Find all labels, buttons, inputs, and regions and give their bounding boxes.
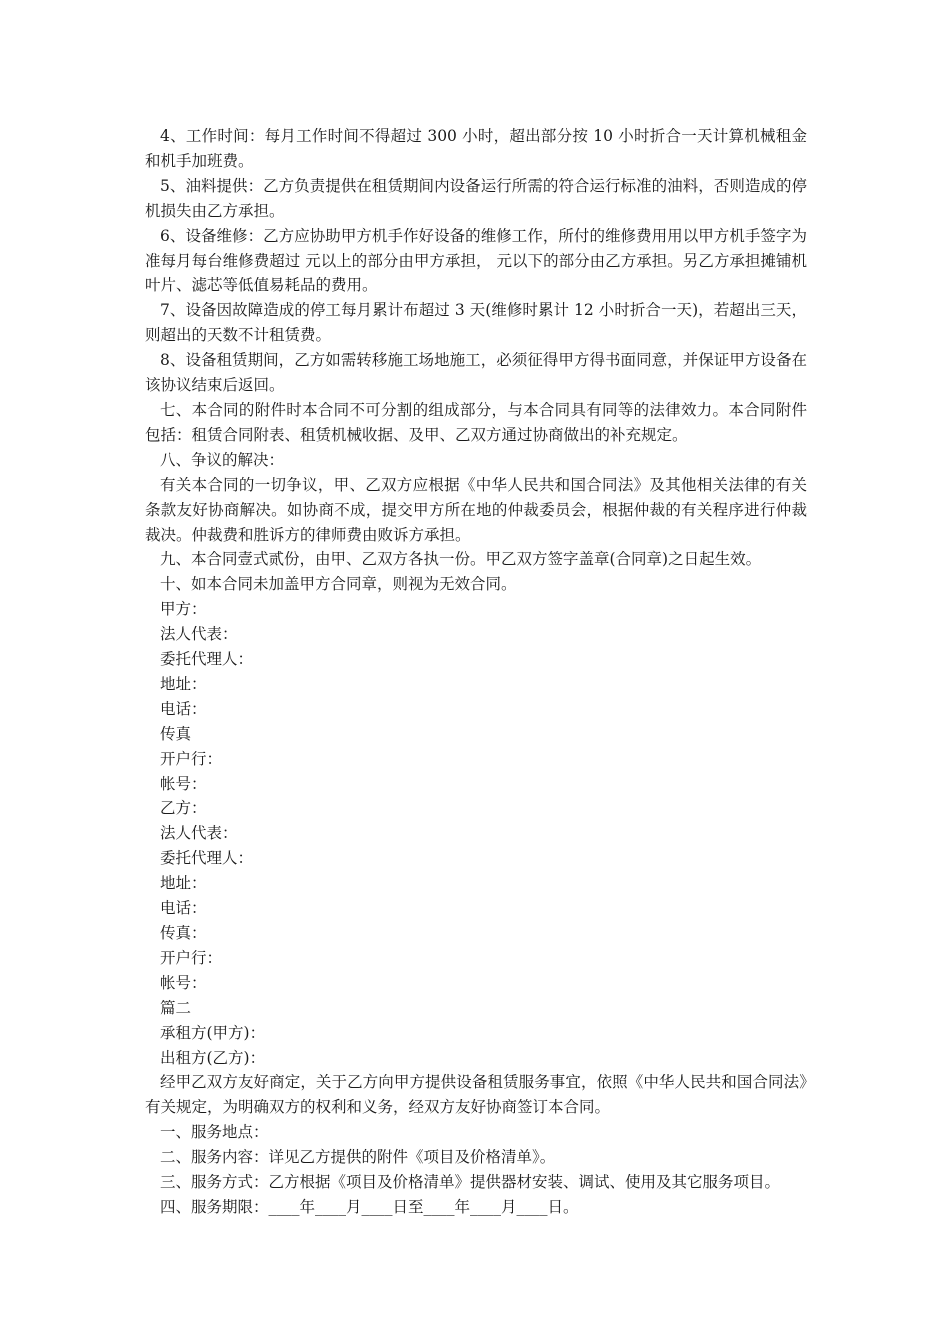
paragraph-clause-6-maintenance: 6、设备维修：乙方应协助甲方机手作好设备的维修工作，所付的维修费用用以甲方机手签字为准每月每台维修费超过 元以上的部分由甲方承担， 元以下的部分由乙方承担。另乙方承担摊铺机叶片、滤芯等低值易耗品的费用。 — [145, 226, 807, 295]
party-a-address: 地址： — [160, 674, 207, 693]
paragraph-section-9-copies: 九、本合同壹式贰份，由甲、乙双方各执一份。甲乙双方签字盖章(合同章)之日起生效。 — [160, 550, 762, 569]
party-a-legal-representative: 法人代表： — [160, 625, 238, 644]
paragraph-service-location: 一、服务地点： — [160, 1123, 269, 1142]
paragraph-service-term: 四、服务期限：____年____月____日至____年____月____日。 — [160, 1197, 579, 1216]
paragraph-section-8-heading: 八、争议的解决： — [160, 450, 285, 469]
lessee-label: 承租方(甲方)： — [160, 1023, 266, 1042]
party-a-account: 帐号： — [160, 774, 207, 793]
party-a-label: 甲方： — [160, 600, 207, 619]
paragraph-service-content: 二、服务内容：详见乙方提供的附件《项目及价格清单》。 — [160, 1148, 556, 1167]
paragraph-clause-5-fuel-supply: 5、油料提供：乙方负责提供在租赁期间内设备运行所需的符合运行标准的油料，否则造成的停机损失由乙方承担。 — [145, 176, 807, 220]
party-b-account: 帐号： — [160, 973, 207, 992]
party-a-agent: 委托代理人： — [160, 650, 254, 669]
party-b-agent: 委托代理人： — [160, 849, 254, 868]
paragraph-section-10-seal: 十、如本合同未加盖甲方合同章，则视为无效合同。 — [160, 575, 517, 594]
paragraph-clause-8-relocation: 8、设备租赁期间，乙方如需转移施工场地施工，必须征得甲方得书面同意，并保证甲方设备在该协议结束后返回。 — [145, 351, 807, 395]
paragraph-clause-7-downtime: 7、设备因故障造成的停工每月累计布超过 3 天(维修时累计 12 小时折合一天)，若超出三天，则超出的天数不计租赁费。 — [145, 301, 807, 345]
party-b-label: 乙方： — [160, 799, 207, 818]
party-b-bank: 开户行： — [160, 948, 223, 967]
party-b-phone: 电话： — [160, 899, 207, 918]
party-b-address: 地址： — [160, 874, 207, 893]
paragraph-clause-4-working-hours: 4、工作时间：每月工作时间不得超过 300 小时，超出部分按 10 小时折合一天计算机械租金和机手加班费。 — [145, 127, 807, 170]
party-a-phone: 电话： — [160, 699, 207, 718]
lessor-label: 出租方(乙方)： — [160, 1048, 266, 1067]
party-a-bank: 开户行： — [160, 749, 223, 768]
paragraph-section-7-attachments: 七、本合同的附件时本合同不可分割的组成部分，与本合同具有同等的法律效力。本合同附件包括：租赁合同附表、租赁机械收据、及甲、乙双方通过协商做出的补充规定。 — [145, 400, 807, 444]
document-body — [145, 124, 807, 1220]
party-b-fax: 传真： — [160, 924, 207, 942]
party-a-fax: 传真 — [160, 724, 192, 743]
section-heading-part-2: 篇二 — [160, 998, 192, 1017]
paragraph-preamble: 经甲乙双方友好商定，关于乙方向甲方提供设备租赁服务事宜，依照《中华人民共和国合同法》有关规定，为明确双方的权利和义务，经双方友好协商签订本合同。 — [145, 1073, 807, 1117]
paragraph-dispute-resolution: 有关本合同的一切争议，甲、乙双方应根据《中华人民共和国合同法》及其他相关法律的有关条款友好协商解决。如协商不成，提交甲方所在地的仲裁委员会，根据仲裁的有关程序进行仲裁裁决。仲裁费和胜诉方的律师费由败诉方承担。 — [145, 475, 807, 544]
paragraph-service-method: 三、服务方式：乙方根据《项目及价格清单》提供器材安装、调试、使用及其它服务项目。 — [160, 1173, 781, 1192]
party-b-legal-representative: 法人代表： — [160, 824, 238, 843]
